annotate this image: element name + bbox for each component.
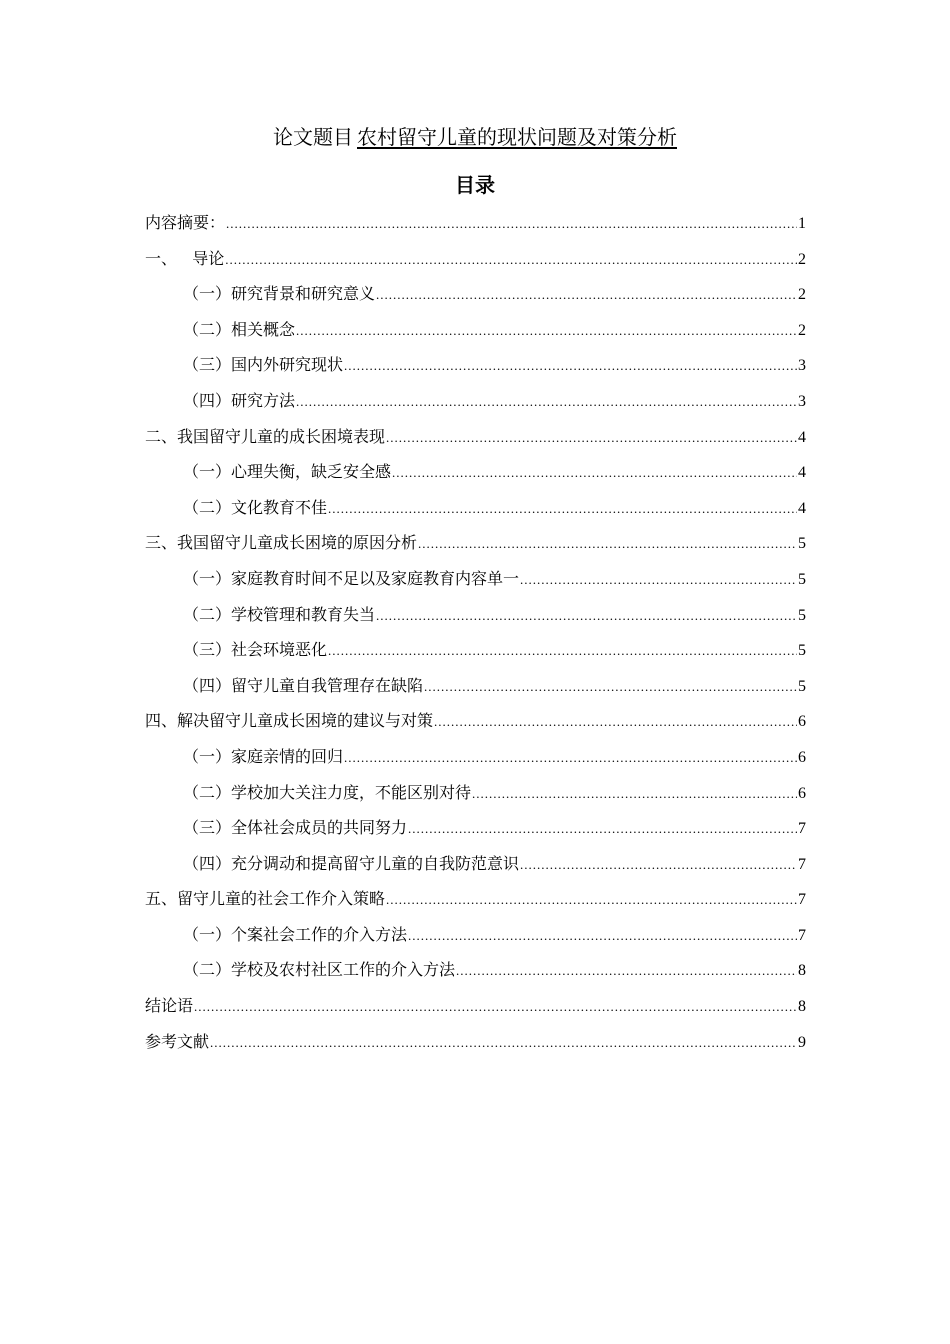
toc-entry[interactable] bbox=[145, 490, 806, 526]
toc-dot-leader bbox=[376, 277, 797, 313]
toc-entry-label: 四、解决留守儿童成长困境的建议与对策 bbox=[145, 711, 434, 731]
toc-dot-leader bbox=[328, 491, 797, 527]
toc-dot-leader bbox=[418, 526, 797, 562]
toc-entry[interactable] bbox=[145, 276, 806, 312]
toc-page-number: 5 bbox=[798, 677, 806, 695]
toc-dot-leader bbox=[472, 776, 797, 812]
toc-entry-label: 三、我国留守儿童成长困境的原因分析 bbox=[145, 533, 418, 553]
toc-dot-leader bbox=[344, 740, 797, 776]
toc-dot-leader bbox=[520, 847, 797, 883]
toc-entry[interactable] bbox=[145, 632, 806, 668]
toc-dot-leader bbox=[296, 313, 797, 349]
toc-dot-leader bbox=[392, 455, 797, 491]
toc-dot-leader bbox=[296, 384, 797, 420]
toc-entry-label: （一）研究背景和研究意义 bbox=[183, 284, 376, 304]
toc-dot-leader bbox=[376, 598, 797, 634]
toc-entry[interactable] bbox=[145, 383, 806, 419]
toc-entry-label: （一）家庭亲情的回归 bbox=[183, 746, 344, 766]
toc-dot-leader bbox=[328, 633, 797, 669]
toc-page-number: 7 bbox=[798, 855, 806, 873]
toc-dot-leader bbox=[386, 420, 797, 456]
toc-page-number: 4 bbox=[798, 428, 806, 446]
toc-entry[interactable] bbox=[145, 952, 806, 988]
toc-entry[interactable] bbox=[145, 525, 806, 561]
toc-page-number: 8 bbox=[798, 998, 806, 1016]
toc-entry[interactable] bbox=[145, 597, 806, 633]
toc-entry[interactable] bbox=[145, 205, 806, 241]
toc-entry-label: 一、 导论 bbox=[145, 248, 225, 268]
toc-heading: 目录 bbox=[455, 173, 495, 197]
toc-entry[interactable] bbox=[145, 703, 806, 739]
toc-entry[interactable] bbox=[145, 347, 806, 383]
toc-entry-label: （二）学校管理和教育失当 bbox=[183, 604, 376, 624]
toc-page-number: 9 bbox=[798, 1033, 806, 1051]
toc-dot-leader bbox=[344, 348, 797, 384]
toc-page-number: 7 bbox=[798, 820, 806, 838]
toc-entry[interactable] bbox=[145, 846, 806, 882]
toc-page-number: 6 bbox=[798, 713, 806, 731]
toc-page-number: 3 bbox=[798, 392, 806, 410]
toc-entry-label: 二、我国留守儿童的成长困境表现 bbox=[145, 426, 386, 446]
toc-entry[interactable] bbox=[145, 668, 806, 704]
toc-page-number: 3 bbox=[798, 357, 806, 375]
toc-dot-leader bbox=[225, 242, 797, 278]
toc-dot-leader bbox=[226, 206, 797, 242]
toc-page-number: 6 bbox=[798, 784, 806, 802]
toc-dot-leader bbox=[520, 562, 797, 598]
toc-entry-label: 结论语 bbox=[145, 996, 194, 1016]
toc-page-number: 6 bbox=[798, 748, 806, 766]
thesis-topic: 农村留守儿童的现状问题及对策分析 bbox=[357, 125, 677, 149]
toc-page-number: 5 bbox=[798, 570, 806, 588]
toc-entry-label: （二）文化教育不佳 bbox=[183, 497, 328, 517]
toc-entry[interactable] bbox=[145, 241, 806, 277]
toc-dot-leader bbox=[386, 882, 797, 918]
toc-dot-leader bbox=[434, 704, 797, 740]
toc-entry[interactable] bbox=[145, 739, 806, 775]
toc-page-number: 8 bbox=[798, 962, 806, 980]
toc-entry-label: （四）充分调动和提高留守儿童的自我防范意识 bbox=[183, 853, 520, 873]
toc-entry-label: 参考文献 bbox=[145, 1031, 210, 1051]
toc-dot-leader bbox=[210, 1025, 797, 1061]
toc-entry-label: （二）学校及农村社区工作的介入方法 bbox=[183, 960, 456, 980]
toc-page-number: 1 bbox=[798, 215, 806, 232]
toc-page-number: 2 bbox=[798, 286, 806, 304]
toc-entry-label: （二）学校加大关注力度，不能区别对待 bbox=[183, 782, 472, 802]
toc-entry-label: （三）社会环境恶化 bbox=[183, 640, 328, 660]
toc-page-number: 4 bbox=[798, 499, 806, 517]
toc-page-number: 7 bbox=[798, 926, 806, 944]
toc-entry[interactable] bbox=[145, 1024, 806, 1060]
toc-page-number: 7 bbox=[798, 891, 806, 909]
toc-page-number: 5 bbox=[798, 642, 806, 660]
toc-entry[interactable] bbox=[145, 988, 806, 1024]
toc-page-number: 2 bbox=[798, 321, 806, 339]
toc-entry-label: 五、留守儿童的社会工作介入策略 bbox=[145, 889, 386, 909]
toc-entry[interactable] bbox=[145, 881, 806, 917]
toc-page-number: 4 bbox=[798, 464, 806, 482]
toc-entry[interactable] bbox=[145, 810, 806, 846]
toc-entry-label: （三）国内外研究现状 bbox=[183, 355, 344, 375]
toc-entry-label: （四）研究方法 bbox=[183, 390, 296, 410]
toc-dot-leader bbox=[194, 989, 797, 1025]
toc-entry[interactable] bbox=[145, 419, 806, 455]
toc-entry-label: （二）相关概念 bbox=[183, 319, 296, 339]
toc-entry[interactable] bbox=[145, 917, 806, 953]
toc-entry[interactable] bbox=[145, 454, 806, 490]
toc-entry-label: （一）心理失衡，缺乏安全感 bbox=[183, 462, 392, 482]
table-of-contents bbox=[145, 205, 806, 1059]
toc-page-number: 2 bbox=[798, 250, 806, 268]
toc-entry-label: （一）个案社会工作的介入方法 bbox=[183, 924, 408, 944]
toc-dot-leader bbox=[408, 918, 797, 954]
toc-entry-label: 内容摘要： bbox=[145, 213, 226, 232]
toc-entry[interactable] bbox=[145, 775, 806, 811]
toc-entry-label: （一）家庭教育时间不足以及家庭教育内容单一 bbox=[183, 568, 520, 588]
toc-entry-label: （三）全体社会成员的共同努力 bbox=[183, 818, 408, 838]
toc-dot-leader bbox=[456, 953, 797, 989]
toc-dot-leader bbox=[408, 811, 797, 847]
thesis-title-lead: 论文题目 bbox=[273, 125, 353, 149]
toc-dot-leader bbox=[424, 669, 797, 705]
thesis-title bbox=[0, 120, 950, 154]
toc-page-number: 5 bbox=[798, 535, 806, 553]
toc-entry-label: （四）留守儿童自我管理存在缺陷 bbox=[183, 675, 424, 695]
toc-entry[interactable] bbox=[145, 312, 806, 348]
toc-entry[interactable] bbox=[145, 561, 806, 597]
toc-page-number: 5 bbox=[798, 606, 806, 624]
